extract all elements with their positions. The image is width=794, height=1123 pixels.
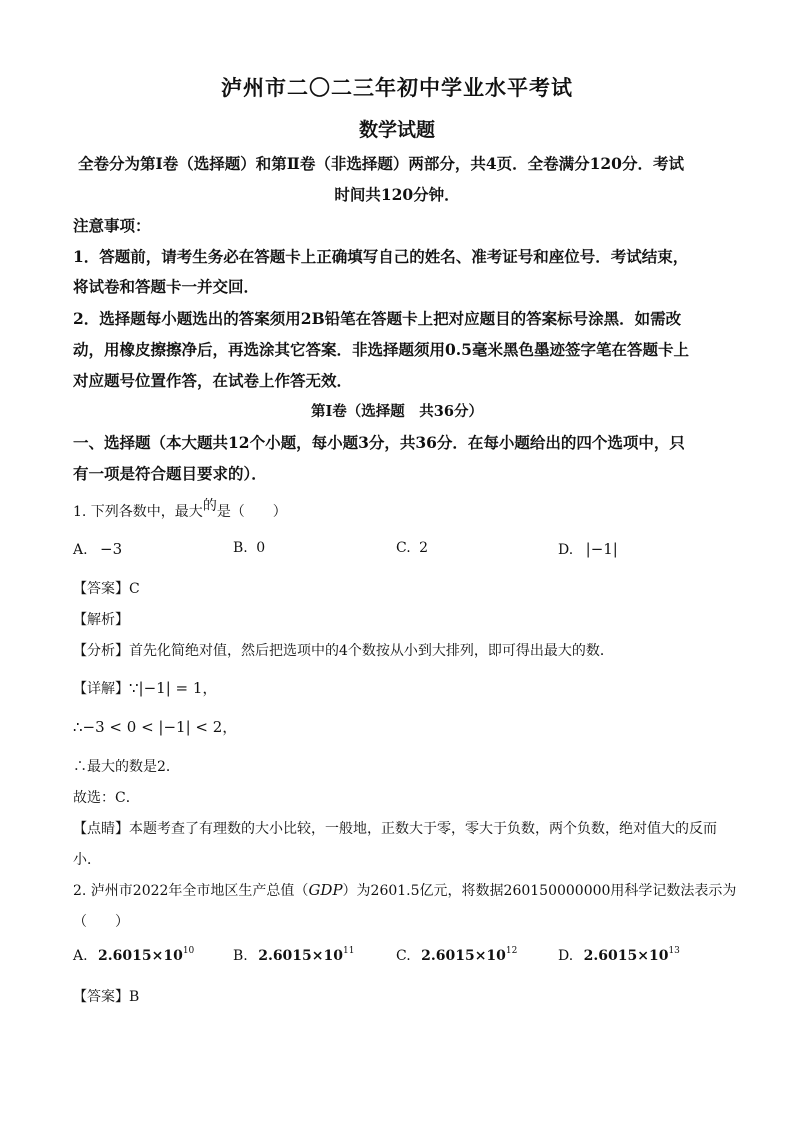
question-1-stem-part-b: 是（ ） [216,504,287,520]
option-letter: C. [396,540,411,556]
question-1-dianjing-line-2: 小． [73,852,101,868]
option-base: 2.6015×10 [583,948,669,964]
option-value: 0 [256,540,266,556]
dianjing-text: 本题考查了有理数的大小比较，一般地，正数大于零，零大于负数，两个负数，绝对值大的反而 [129,821,717,837]
gdp-term: GDP [308,881,343,899]
option-letter: B. [233,948,248,964]
answer-value: B [129,989,140,1005]
question-1-option-d [558,540,618,558]
stem-part-b: ）为2601.5亿元，将数据260150000000用科学记数法表示为 [342,883,737,899]
question-2-option-a [73,948,194,964]
notice-item-2-line-1: 2．选择题每小题选出的答案须用2B铅笔在答题卡上把对应题目的答案标号涂黑．如需改 [73,309,682,328]
section-heading: 第Ⅰ卷（选择题 共36分） [311,403,483,420]
part-instructions-line-2: 有一项是符合题目要求的）． [73,464,267,483]
fenxi-label: 【分析】 [73,643,129,659]
question-1-xiangjie [73,677,217,698]
question-1-option-c [396,540,428,556]
question-2-option-d [558,948,680,964]
option-base: 2.6015×10 [421,948,506,964]
question-1-dianjing-line-1 [73,818,717,838]
notice-item-2-line-2: 动，用橡皮擦擦净后，再选涂其它答案．非选择题须用0.5毫米黑色墨迹签字笔在答题卡上 [73,340,689,359]
notice-heading: 注意事项： [73,216,151,235]
question-1-step-2: ∴−3 < 0 < |−1| < 2， [73,718,238,736]
option-value: −3 [100,540,123,558]
question-1-stem-part-a: 1. 下列各数中，最大 [73,504,203,520]
exam-subtitle: 数学试题 [358,119,435,141]
option-base: 2.6015×10 [258,948,343,964]
intro-line-1: 全卷分为第Ⅰ卷（选择题）和第Ⅱ卷（非选择题）两部分，共4页．全卷满分120分．考试 [78,154,684,173]
question-2-option-c [396,948,517,964]
answer-label: 【答案】 [73,581,129,597]
stem-part-a: 2. 泸州市2022年全市地区生产总值（ [73,883,309,899]
question-2-option-b [233,948,354,964]
question-1-stem [73,498,287,521]
option-value: 2 [419,540,429,556]
option-exponent: 13 [668,946,680,956]
question-2-stem-line-1 [73,880,736,900]
fenxi-text: 首先化简绝对值，然后把选项中的4个数按从小到大排列，即可得出最大的数． [129,643,614,659]
question-1-analysis-label: 【解析】 [73,612,129,628]
question-1-step-3: ∴最大的数是2． [73,759,180,775]
xiangjie-math: ∵|−1| = 1， [129,679,218,697]
question-1-answer [73,578,140,598]
dianjing-label: 【点睛】 [73,821,129,837]
xiangjie-label: 【详解】 [73,681,129,697]
part-instructions-line-1: 一、选择题（本大题共12个小题，每小题3分，共36分．在每小题给出的四个选项中，只 [73,433,685,452]
answer-label: 【答案】 [73,989,129,1005]
answer-value: C [129,581,140,597]
option-exponent: 12 [505,946,518,956]
option-value: |−1| [585,540,618,558]
option-letter: D. [558,948,574,964]
notice-item-2-line-3: 对应题号位置作答，在试卷上作答无效． [73,371,353,390]
notice-item-1-line-1: 1．答题前，请考生务必在答题卡上正确填写自己的姓名、准考证号和座位号．考试结束， [73,247,689,266]
question-1-option-a [73,540,122,558]
option-exponent: 10 [182,946,195,956]
notice-item-1-line-2: 将试卷和答题卡一并交回． [73,277,260,296]
question-1-step-4: 故选：C． [73,790,140,806]
question-1-option-b [233,540,265,556]
question-1-fenxi [73,640,614,660]
question-2-answer [73,986,139,1006]
option-letter: A. [73,948,88,964]
option-exponent: 11 [343,946,355,956]
option-base: 2.6015×10 [98,948,183,964]
intro-line-2: 时间共120分钟． [334,185,460,204]
question-1-stem-de: 的 [202,498,217,514]
option-letter: C. [396,948,411,964]
option-letter: A. [73,542,88,558]
question-2-stem-line-2: （ ） [73,914,129,930]
option-letter: B. [233,540,248,556]
exam-title: 泸州市二〇二三年初中学业水平考试 [221,75,573,100]
option-letter: D. [558,542,574,558]
